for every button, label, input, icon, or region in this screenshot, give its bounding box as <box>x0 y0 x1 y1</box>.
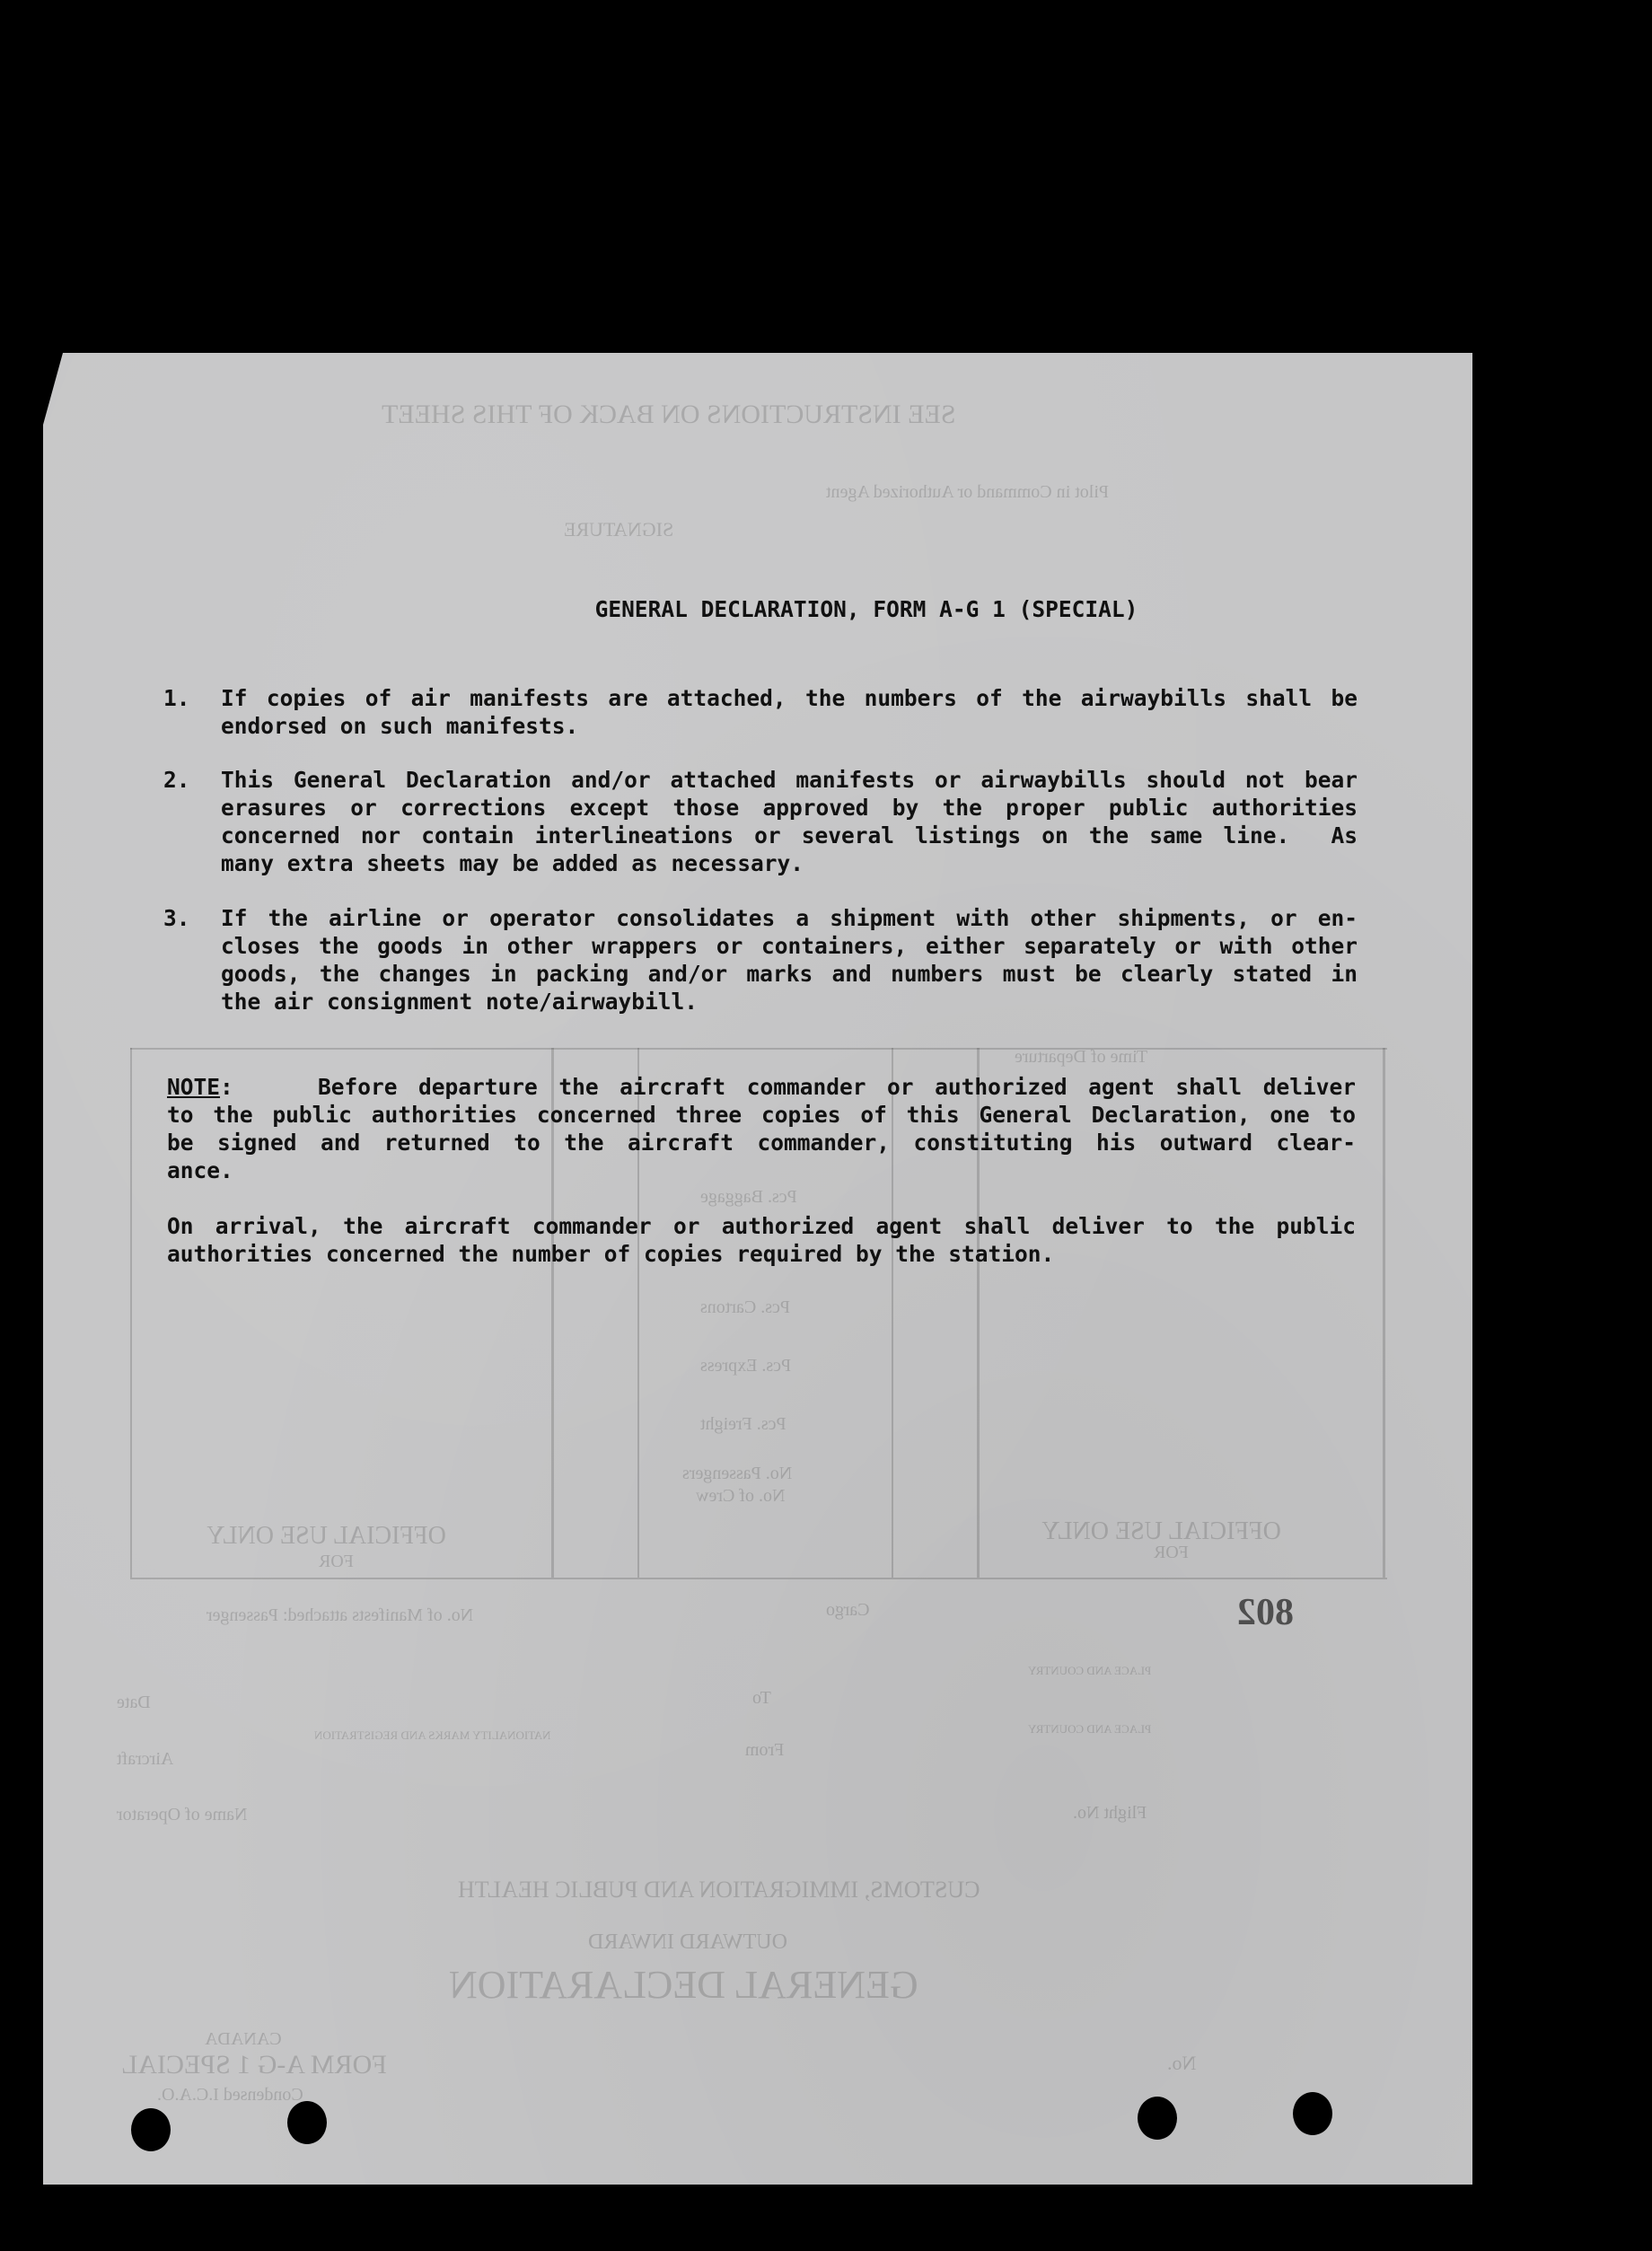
ghost-no: No. <box>1167 2052 1197 2074</box>
folded-corner <box>43 353 63 425</box>
ghost-rule <box>130 1578 1387 1579</box>
note-label: NOTE <box>167 1074 221 1100</box>
item-line: many extra sheets may be added as necessary. <box>221 850 804 876</box>
ghost-rule <box>1383 1048 1385 1578</box>
instruction-item-3 <box>163 904 1358 1016</box>
punch-hole <box>1138 2097 1177 2140</box>
item-line: If the airline or operator consolidates a shipment with other shipments, or en- <box>221 905 1358 931</box>
ghost-general-declaration: GENERAL DECLARATION <box>449 1963 918 2007</box>
note-first-line <box>167 1073 1356 1101</box>
ghost-rule <box>130 1048 132 1578</box>
ghost-cargo: Cargo <box>826 1600 870 1620</box>
ghost-official-use-left: OFFICIAL USE ONLY <box>206 1522 446 1550</box>
item-number: 2. <box>163 767 190 793</box>
ghost-operator: Name of Operator <box>117 1805 248 1825</box>
punch-hole <box>131 2108 171 2151</box>
item-line: the air consignment note/airwaybill. <box>221 989 699 1015</box>
note-line-rest: : Before departure the aircraft commander or authorized agent shall deliver <box>220 1074 1356 1100</box>
ghost-place-country-top: PLACE AND COUNTRY <box>1028 1664 1152 1677</box>
punch-hole <box>1293 2092 1332 2135</box>
ghost-official-use-right: OFFICIAL USE ONLY <box>1041 1517 1281 1545</box>
ghost-flight-no: Flight No. <box>1073 1803 1147 1823</box>
item-line: This General Declaration and/or attached manifests or airwaybills should not bear <box>221 767 1358 793</box>
ghost-instructions: SEE INSTRUCTIONS ON BACK OF THIS SHEET <box>382 400 956 429</box>
item-line: goods, the changes in packing and/or marks and numbers must be clearly stated in <box>221 961 1358 987</box>
item-line: concerned nor contain interlineations or several listings on the same line. As <box>221 822 1358 849</box>
item-line: closes the goods in other wrappers or containers, either separately or with other <box>221 933 1358 959</box>
ghost-for-right: FOR <box>1154 1543 1189 1562</box>
ghost-pcs-cartons: Pcs. Cartons <box>700 1297 790 1317</box>
document-page <box>43 353 1472 2185</box>
arrival-line: authorities concerned the number of copies required by the station. <box>167 1241 1055 1267</box>
punch-hole <box>287 2101 327 2144</box>
ghost-for-left: FOR <box>319 1552 354 1571</box>
instruction-item-1 <box>163 684 1358 740</box>
ghost-to: To <box>752 1688 771 1708</box>
ghost-time-departure: Time of Departure <box>1015 1047 1148 1067</box>
ghost-pcs-baggage: Pcs. Baggage <box>700 1187 797 1207</box>
note-paragraph <box>167 1073 1356 1184</box>
item-number: 1. <box>163 685 190 711</box>
ghost-no-passengers: No. Passengers <box>682 1464 793 1483</box>
ghost-customs: CUSTOMS, IMMIGRATION AND PUBLIC HEALTH <box>458 1877 980 1903</box>
note-line: to the public authorities concerned three copies of this General Declaration, one to <box>167 1102 1356 1128</box>
note-line: ance. <box>167 1157 233 1183</box>
item-line: endorsed on such manifests. <box>221 713 579 739</box>
ghost-pcs-express: Pcs. Express <box>700 1356 792 1376</box>
ghost-condensed-icao: Condensed I.C.A.O. <box>157 2085 303 2105</box>
document-title: GENERAL DECLARATION, FORM A-G 1 (SPECIAL) <box>594 596 1138 622</box>
ghost-pcs-freight: Pcs. Freight <box>700 1414 786 1434</box>
ghost-no-crew: No. of Crew <box>696 1486 786 1506</box>
ghost-pilot-label: Pilot in Command or Authorized Agent <box>826 482 1109 502</box>
arrival-paragraph <box>167 1212 1356 1268</box>
item-line: erasures or corrections except those approved by the proper public authorities <box>221 795 1358 821</box>
ghost-manifests-attached: No. of Manifests attached: Passenger <box>206 1605 474 1625</box>
ghost-canada: CANADA <box>205 2029 282 2049</box>
arrival-line: On arrival, the aircraft commander or authorized agent shall deliver to the public <box>167 1213 1356 1239</box>
ghost-from: From <box>745 1740 785 1760</box>
instruction-item-2 <box>163 766 1358 877</box>
item-line: If copies of air manifests are attached, the numbers of the airwaybills shall be <box>221 685 1358 711</box>
note-line: be signed and returned to the aircraft commander, constituting his outward clear- <box>167 1130 1356 1156</box>
ghost-nationality-marks: NATIONALITY MARKS AND REGISTRATION <box>314 1728 551 1742</box>
ghost-signature-label: SIGNATURE <box>564 518 674 541</box>
ghost-date: Date <box>117 1693 151 1712</box>
ghost-form-special: FORM A-G 1 SPECIAL <box>121 2050 387 2080</box>
ghost-outward-inward: OUTWARD INWARD <box>588 1930 787 1954</box>
ghost-rule <box>130 1048 1387 1050</box>
ghost-place-country-bottom: PLACE AND COUNTRY <box>1028 1722 1152 1736</box>
item-number: 3. <box>163 905 190 931</box>
stamp-number: 802 <box>1237 1592 1294 1633</box>
ghost-aircraft: Aircraft <box>117 1749 174 1769</box>
